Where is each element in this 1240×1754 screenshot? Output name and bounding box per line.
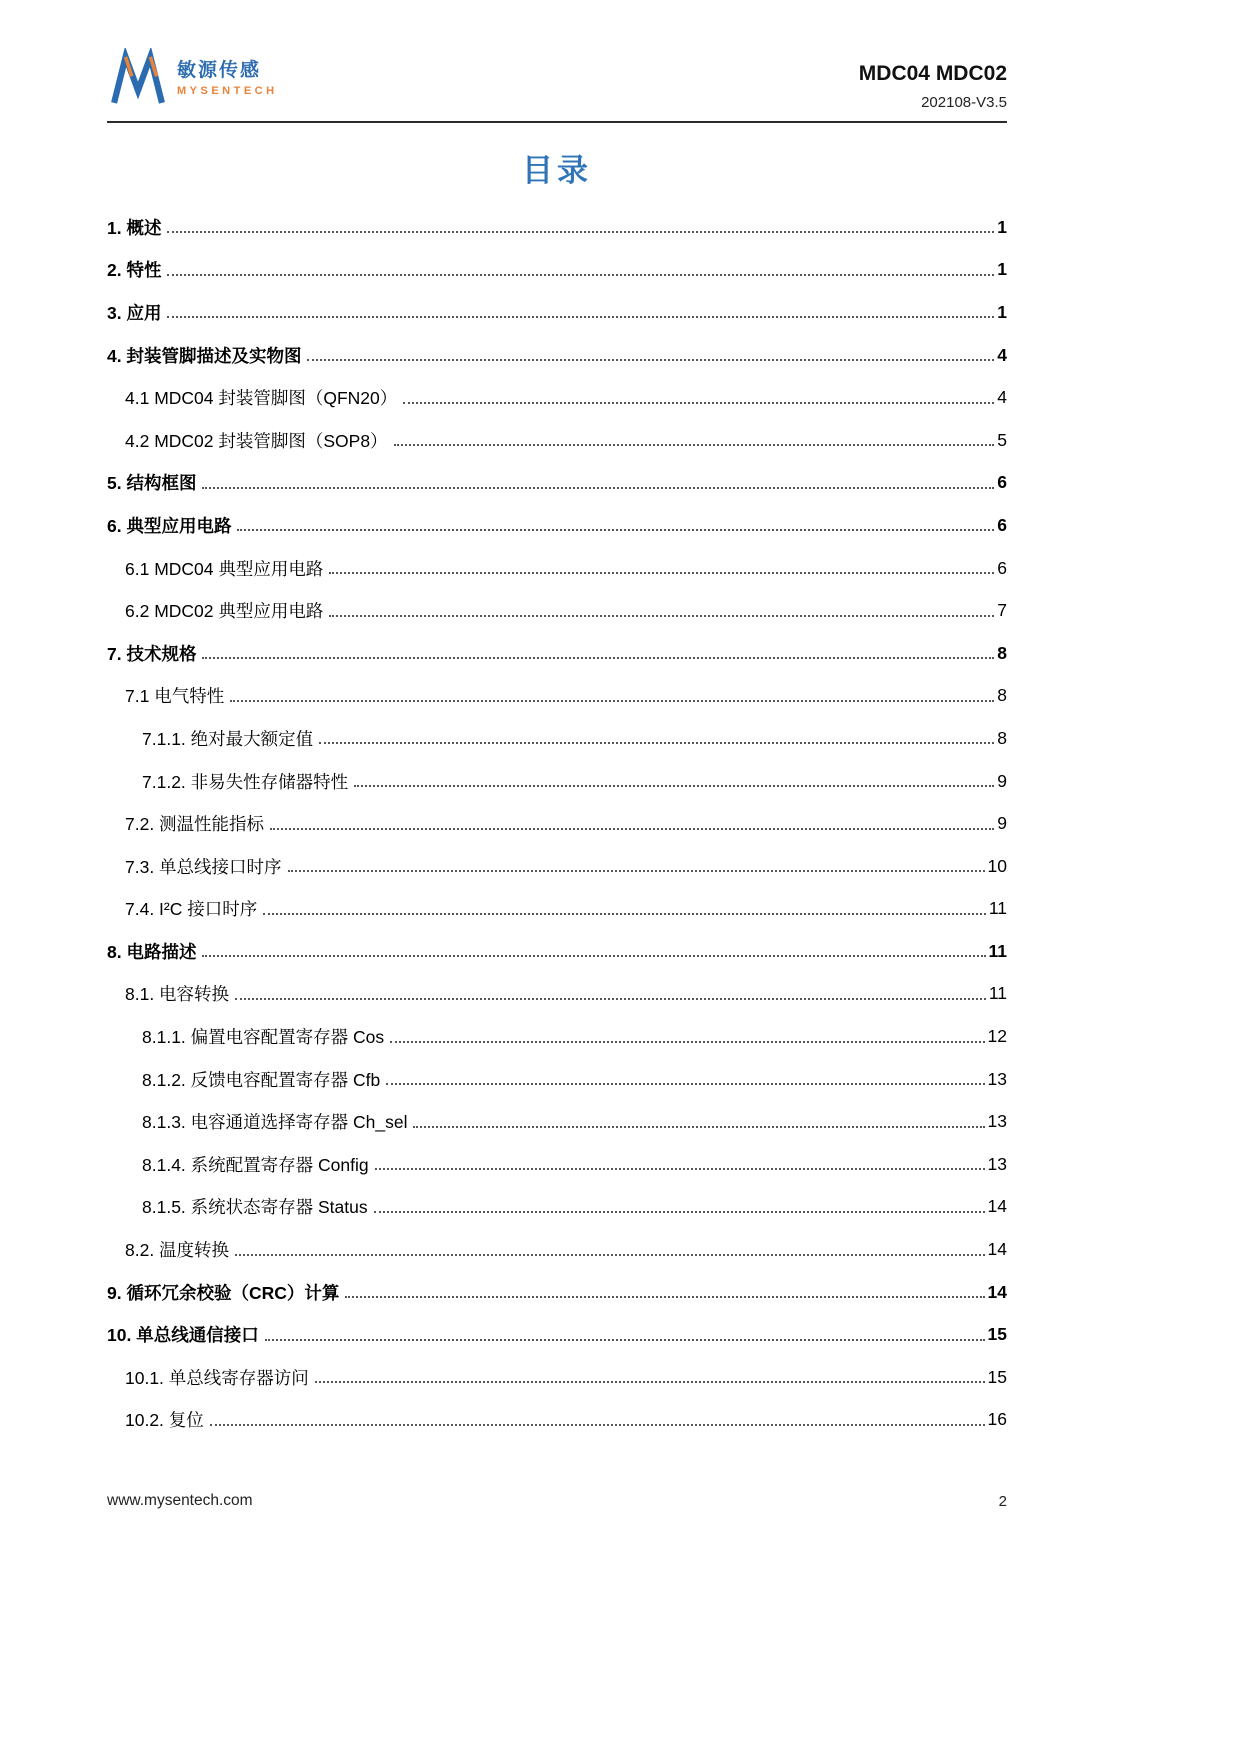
toc-entry-page-number: 9 — [997, 813, 1007, 834]
toc-entry-label: 8.1.4. 系统配置寄存器 Config — [142, 1154, 369, 1175]
toc-entry-page-number: 14 — [987, 1196, 1007, 1217]
toc-entry-label: 2. 特性 — [107, 260, 162, 281]
toc-leader-dots — [319, 742, 994, 744]
toc-leader-dots — [413, 1126, 984, 1128]
toc-entry[interactable] — [107, 249, 1007, 292]
toc-entry[interactable] — [107, 1186, 1007, 1229]
toc-leader-dots — [288, 870, 985, 872]
toc-entry-page-number: 6 — [997, 472, 1007, 493]
toc-leader-dots — [265, 1339, 985, 1341]
toc-entry-label: 4.2 MDC02 封装管脚图（SOP8） — [125, 430, 388, 451]
toc-leader-dots — [390, 1041, 984, 1043]
toc-entry-page-number: 12 — [987, 1026, 1007, 1047]
toc-leader-dots — [235, 1254, 984, 1256]
toc-entry[interactable] — [107, 589, 1007, 632]
toc-entry[interactable] — [107, 334, 1007, 377]
toc-entry[interactable] — [107, 1271, 1007, 1314]
toc-entry[interactable] — [107, 1143, 1007, 1186]
toc-leader-dots — [374, 1211, 985, 1213]
toc-entry-label: 7.1.1. 绝对最大额定值 — [142, 728, 314, 749]
toc-leader-dots — [403, 402, 994, 404]
toc-entry[interactable] — [107, 1015, 1007, 1058]
toc-entry-page-number: 14 — [987, 1239, 1007, 1260]
toc-entry[interactable] — [107, 930, 1007, 973]
toc-entry[interactable] — [107, 632, 1007, 675]
toc-entry-page-number: 13 — [987, 1068, 1007, 1089]
footer-page-number: 2 — [998, 1492, 1007, 1510]
toc-entry-label: 8.1.3. 电容通道选择寄存器 Ch_sel — [142, 1112, 408, 1133]
brand-name-en: MYSENTECH — [177, 84, 278, 97]
toc-entry-page-number: 8 — [997, 727, 1007, 748]
toc-entry-label: 8.1. 电容转换 — [125, 984, 230, 1005]
document-title: MDC04 MDC02 — [858, 62, 1007, 85]
toc-leader-dots — [270, 828, 994, 830]
toc-entry-label: 7.4. I²C 接口时序 — [125, 899, 258, 920]
toc-entry-page-number: 15 — [987, 1366, 1007, 1387]
page-content — [107, 0, 1007, 1441]
toc-entry-label: 4.1 MDC04 封装管脚图（QFN20） — [125, 388, 398, 409]
toc-leader-dots — [307, 359, 994, 361]
toc-entry[interactable] — [107, 1313, 1007, 1356]
toc-entry[interactable] — [107, 675, 1007, 718]
toc-leader-dots — [235, 998, 986, 1000]
toc-entry[interactable] — [107, 547, 1007, 590]
toc-leader-dots — [210, 1424, 985, 1426]
company-logo — [107, 48, 278, 110]
toc-entry-page-number: 8 — [997, 642, 1007, 663]
toc-entry[interactable] — [107, 376, 1007, 419]
toc-entry-page-number: 1 — [997, 216, 1007, 237]
toc-entry-label: 6.2 MDC02 典型应用电路 — [125, 601, 324, 622]
toc-leader-dots — [329, 615, 994, 617]
toc-entry-label: 3. 应用 — [107, 302, 162, 323]
toc-leader-dots — [315, 1381, 985, 1383]
toc-entry[interactable] — [107, 760, 1007, 803]
toc-entry[interactable] — [107, 973, 1007, 1016]
toc-entry-label: 8.1.2. 反馈电容配置寄存器 Cfb — [142, 1069, 381, 1090]
toc-entry-label: 5. 结构框图 — [107, 473, 197, 494]
toc-entry[interactable] — [107, 717, 1007, 760]
toc-entry-page-number: 16 — [987, 1409, 1007, 1430]
page-footer — [107, 1492, 1007, 1510]
toc-entry-label: 6.1 MDC04 典型应用电路 — [125, 558, 324, 579]
toc-list — [107, 206, 1007, 1441]
toc-entry-page-number: 7 — [997, 600, 1007, 621]
toc-leader-dots — [345, 1296, 984, 1298]
header-doc-info — [859, 48, 1007, 111]
toc-entry-label: 7.3. 单总线接口时序 — [125, 856, 282, 877]
toc-entry-page-number: 9 — [997, 770, 1007, 791]
toc-entry[interactable] — [107, 888, 1007, 931]
toc-entry[interactable] — [107, 504, 1007, 547]
toc-entry-page-number: 15 — [987, 1324, 1007, 1345]
toc-entry-label: 7. 技术规格 — [107, 643, 197, 664]
toc-entry-page-number: 13 — [987, 1153, 1007, 1174]
toc-entry[interactable] — [107, 419, 1007, 462]
toc-entry-label: 10.2. 复位 — [125, 1410, 204, 1431]
toc-entry-label: 7.1.2. 非易失性存储器特性 — [142, 771, 349, 792]
toc-entry-label: 4. 封装管脚描述及实物图 — [107, 345, 302, 366]
toc-entry-label: 10. 单总线通信接口 — [107, 1325, 259, 1346]
toc-entry-page-number: 8 — [997, 685, 1007, 706]
toc-entry-page-number: 11 — [988, 983, 1007, 1004]
toc-leader-dots — [375, 1168, 985, 1170]
toc-entry-page-number: 4 — [997, 344, 1007, 365]
toc-entry-label: 1. 概述 — [107, 217, 162, 238]
footer-website-link[interactable]: www.mysentech.com — [107, 1492, 253, 1509]
toc-entry[interactable] — [107, 1399, 1007, 1442]
toc-leader-dots — [202, 657, 994, 659]
toc-entry[interactable] — [107, 1058, 1007, 1101]
toc-entry-page-number: 1 — [997, 301, 1007, 322]
toc-leader-dots — [167, 231, 994, 233]
toc-entry-label: 7.2. 测温性能指标 — [125, 814, 265, 835]
toc-entry-page-number: 5 — [997, 429, 1007, 450]
toc-entry-label: 8.1.1. 偏置电容配置寄存器 Cos — [142, 1027, 385, 1048]
toc-entry-label: 10.1. 单总线寄存器访问 — [125, 1367, 309, 1388]
toc-entry[interactable] — [107, 1100, 1007, 1143]
toc-leader-dots — [394, 444, 995, 446]
toc-entry[interactable] — [107, 291, 1007, 334]
toc-entry[interactable] — [107, 1228, 1007, 1271]
toc-entry-label: 6. 典型应用电路 — [107, 515, 232, 536]
toc-leader-dots — [167, 316, 994, 318]
toc-title: 目录 — [522, 153, 592, 188]
toc-entry-label: 7.1 电气特性 — [125, 686, 225, 707]
toc-entry[interactable] — [107, 462, 1007, 505]
toc-entry[interactable] — [107, 206, 1007, 249]
toc-leader-dots — [263, 913, 986, 915]
header-divider — [107, 121, 1007, 123]
toc-entry[interactable] — [107, 845, 1007, 888]
toc-leader-dots — [167, 274, 994, 276]
toc-entry-label: 8.2. 温度转换 — [125, 1240, 230, 1261]
toc-entry-page-number: 1 — [997, 259, 1007, 280]
toc-entry-label: 8.1.5. 系统状态寄存器 Status — [142, 1197, 368, 1218]
toc-entry[interactable] — [107, 802, 1007, 845]
toc-entry-page-number: 11 — [988, 940, 1007, 961]
brand-name-cn: 敏源传感 — [177, 60, 262, 81]
toc-entry-label: 9. 循环冗余校验（CRC）计算 — [107, 1282, 340, 1303]
page-header — [107, 0, 1007, 111]
logo-mark-icon — [107, 48, 169, 110]
toc-entry-page-number: 4 — [997, 387, 1007, 408]
toc-leader-dots — [202, 955, 985, 957]
toc-leader-dots — [354, 785, 994, 787]
toc-leader-dots — [230, 700, 994, 702]
toc-entry-page-number: 10 — [987, 855, 1007, 876]
toc-entry-page-number: 14 — [987, 1281, 1007, 1302]
toc-entry-label: 8. 电路描述 — [107, 941, 197, 962]
toc-entry-page-number: 6 — [997, 557, 1007, 578]
toc-leader-dots — [237, 529, 994, 531]
document-version: 202108-V3.5 — [921, 94, 1007, 111]
toc-entry-page-number: 13 — [987, 1111, 1007, 1132]
toc-leader-dots — [202, 487, 994, 489]
toc-entry[interactable] — [107, 1356, 1007, 1399]
logo-text — [177, 61, 278, 97]
toc-entry-page-number: 6 — [997, 514, 1007, 535]
toc-leader-dots — [386, 1083, 984, 1085]
toc-entry-page-number: 11 — [988, 898, 1007, 919]
toc-leader-dots — [329, 572, 994, 574]
